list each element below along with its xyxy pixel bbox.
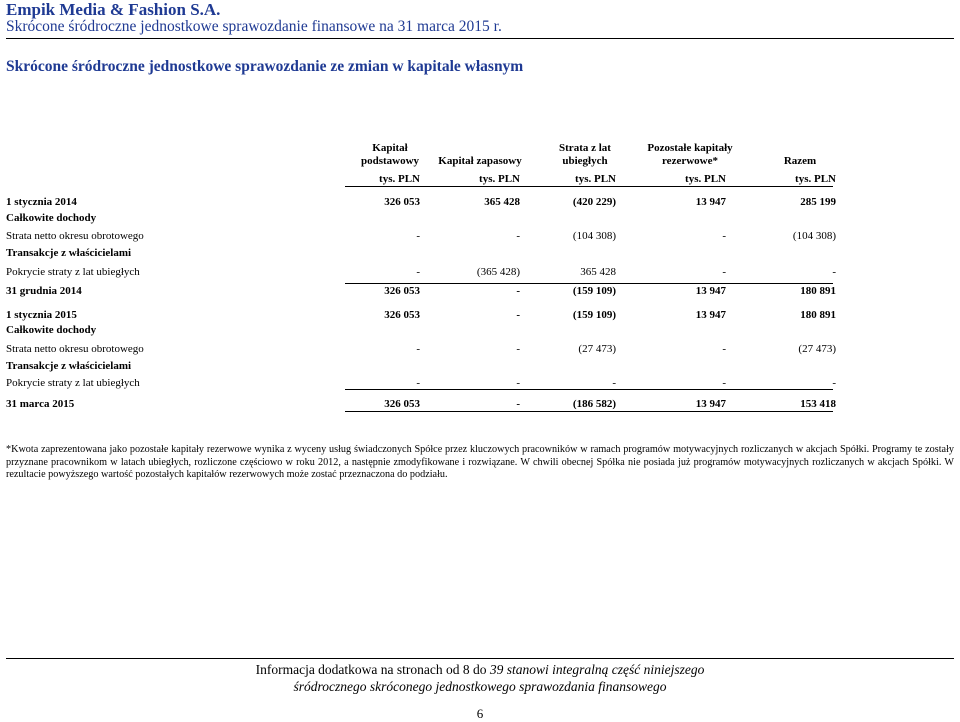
table-row bbox=[6, 247, 836, 261]
cell-value: - bbox=[722, 343, 726, 355]
cell-value: - bbox=[416, 230, 420, 242]
table-row bbox=[6, 398, 836, 412]
footnote: *Kwota zaprezentowana jako pozostałe kapitały rezerwowe wynika z wyceny usług świadczonych Spółce przez kluczowych pracowników w ramach programów motywacyjnych rozliczanych w akcjach Spółki. Programy te zostały przyznane pracownikom w latach ubiegłych, rozliczone częściowo w roku 2012, a następnie zmodyfikowane i rozwiązane. W chwili obecnej Spółka nie posiada już programów motywacyjnych rozliczanych w akcjach Spółki. W rezultacie powyższego wartość pozostałych kapitałów rezerwowych może zostać przeznaczona do podziału. bbox=[6, 444, 954, 480]
cell-value: 180 891 bbox=[800, 285, 836, 297]
col-header-line2: podstawowy bbox=[360, 155, 420, 167]
cell-value: 326 053 bbox=[384, 285, 420, 297]
table-row bbox=[6, 285, 836, 299]
cell-value: - bbox=[516, 398, 520, 410]
cell-value: - bbox=[416, 266, 420, 278]
cell-value: - bbox=[722, 266, 726, 278]
cell-value: 13 947 bbox=[695, 398, 726, 410]
row-label: Pokrycie straty z lat ubiegłych bbox=[6, 266, 140, 278]
col-header-total bbox=[760, 155, 840, 168]
col-header-line1: Kapitał bbox=[372, 142, 408, 154]
row-label: Transakcje z właścicielami bbox=[6, 360, 132, 372]
col-header-supplementary-capital bbox=[425, 155, 535, 168]
cell-value: - bbox=[832, 266, 836, 278]
cell-value: - bbox=[416, 343, 420, 355]
footer-line1-plain: Informacja dodatkowa na stronach od 8 do bbox=[255, 662, 487, 677]
row-label: Całkowite dochody bbox=[6, 212, 97, 224]
cell-value: 326 053 bbox=[384, 196, 420, 208]
cell-value: 326 053 bbox=[384, 309, 420, 321]
row-label: Strata netto okresu obrotowego bbox=[6, 230, 144, 242]
table-row bbox=[6, 266, 836, 280]
cell-value: - bbox=[722, 230, 726, 242]
table-row bbox=[6, 360, 836, 374]
row-label: 31 grudnia 2014 bbox=[6, 285, 82, 297]
footer-note bbox=[0, 661, 960, 695]
row-label: 1 stycznia 2015 bbox=[6, 309, 77, 321]
table-row bbox=[6, 324, 836, 338]
cell-value: 326 053 bbox=[384, 398, 420, 410]
cell-value: - bbox=[722, 377, 726, 389]
total-rule bbox=[345, 411, 833, 412]
table-row bbox=[6, 212, 836, 226]
company-name: Empik Media & Fashion S.A. bbox=[6, 0, 221, 19]
cell-value: (159 109) bbox=[572, 309, 616, 321]
unit-label: tys. PLN bbox=[379, 173, 420, 185]
cell-value: 153 418 bbox=[800, 398, 836, 410]
table-row bbox=[6, 309, 836, 323]
cell-value: (186 582) bbox=[572, 398, 616, 410]
cell-value: (159 109) bbox=[572, 285, 616, 297]
col-header-line2: rezerwowe* bbox=[662, 155, 718, 167]
footer-line1-italic: 39 stanowi integralną część niniejszego bbox=[489, 662, 705, 677]
col-header-line1: Pozostałe kapitały bbox=[647, 142, 733, 154]
cell-value: - bbox=[516, 285, 520, 297]
row-label: 31 marca 2015 bbox=[6, 398, 75, 410]
unit-label: tys. PLN bbox=[685, 173, 726, 185]
subtotal-rule bbox=[345, 283, 833, 284]
cell-value: - bbox=[612, 377, 616, 389]
cell-value: 13 947 bbox=[695, 309, 726, 321]
row-label: Transakcje z właścicielami bbox=[6, 247, 132, 259]
cell-value: 365 428 bbox=[580, 266, 616, 278]
cell-value: (27 473) bbox=[798, 343, 836, 355]
cell-value: - bbox=[832, 377, 836, 389]
unit-label: tys. PLN bbox=[479, 173, 520, 185]
cell-value: 365 428 bbox=[484, 196, 520, 208]
cell-value: (104 308) bbox=[792, 230, 836, 242]
report-subtitle: Skrócone śródroczne jednostkowe sprawozdanie finansowe na 31 marca 2015 r. bbox=[6, 18, 502, 35]
cell-value: 13 947 bbox=[695, 285, 726, 297]
row-label: Pokrycie straty z lat ubiegłych bbox=[6, 377, 140, 389]
cell-value: 180 891 bbox=[800, 309, 836, 321]
cell-value: - bbox=[516, 343, 520, 355]
cell-value: (27 473) bbox=[578, 343, 616, 355]
cell-value: (365 428) bbox=[476, 266, 520, 278]
row-label: Całkowite dochody bbox=[6, 324, 97, 336]
table-row bbox=[6, 196, 836, 210]
cell-value: - bbox=[516, 377, 520, 389]
unit-label: tys. PLN bbox=[795, 173, 836, 185]
col-header-line2: Razem bbox=[783, 155, 817, 167]
footer-divider bbox=[6, 658, 954, 659]
footer-line2-italic: śródrocznego skróconego jednostkowego sprawozdania finansowego bbox=[293, 679, 667, 694]
row-label: Strata netto okresu obrotowego bbox=[6, 343, 144, 355]
cell-value: - bbox=[416, 377, 420, 389]
col-header-accumulated-losses bbox=[535, 142, 635, 168]
table-row bbox=[6, 230, 836, 244]
cell-value: (420 229) bbox=[572, 196, 616, 208]
header-divider bbox=[6, 38, 954, 39]
col-header-line2: Kapitał zapasowy bbox=[438, 155, 522, 167]
cell-value: - bbox=[516, 230, 520, 242]
cell-value: - bbox=[516, 309, 520, 321]
col-header-other-reserves bbox=[625, 142, 755, 168]
unit-underline bbox=[345, 186, 833, 187]
unit-label: tys. PLN bbox=[575, 173, 616, 185]
page-number: 6 bbox=[476, 706, 484, 721]
cell-value: 285 199 bbox=[800, 196, 836, 208]
table-row bbox=[6, 343, 836, 357]
cell-value: (104 308) bbox=[572, 230, 616, 242]
col-header-line2: ubiegłych bbox=[562, 155, 608, 167]
page-title: Skrócone śródroczne jednostkowe sprawozdanie ze zmian w kapitale własnym bbox=[6, 58, 524, 75]
row-label: 1 stycznia 2014 bbox=[6, 196, 77, 208]
cell-value: 13 947 bbox=[695, 196, 726, 208]
subtotal-rule bbox=[345, 389, 833, 390]
col-header-line1: Strata z lat bbox=[559, 142, 611, 154]
